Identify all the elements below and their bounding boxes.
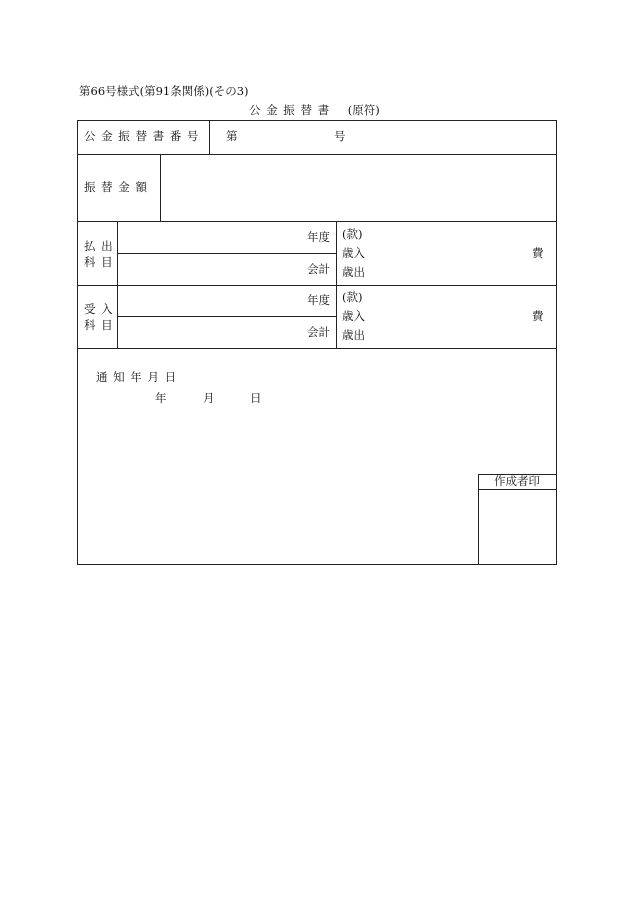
payment-fiscal-year-label: 年度 xyxy=(307,230,330,244)
receipt-account-label-line1: 受 入 xyxy=(84,302,114,316)
amount-row-divider xyxy=(160,154,161,221)
receipt-fiscal-year-label: 年度 xyxy=(307,293,330,307)
payment-account-label-line1: 払 出 xyxy=(84,239,114,253)
notice-day-label: 日 xyxy=(250,391,262,405)
notice-date-label: 通 知 年 月 日 xyxy=(96,370,178,384)
receipt-revenue-label: 歳入 xyxy=(342,309,365,323)
transfer-number-label: 公 金 振 替 書 番 号 xyxy=(84,129,200,143)
payment-revenue-label: 歳入 xyxy=(342,246,365,260)
payment-account-type-label: 会計 xyxy=(307,262,330,276)
notice-year-label: 年 xyxy=(155,391,167,405)
number-row-divider xyxy=(209,120,210,154)
creator-seal-label: 作成者印 xyxy=(494,474,540,488)
payment-account-label-line2: 科 目 xyxy=(84,255,114,269)
table-border-bottom xyxy=(77,564,556,565)
row-divider-amount xyxy=(77,221,556,222)
row-divider-payment xyxy=(77,285,556,286)
table-border-right xyxy=(556,120,557,565)
stamp-box-left xyxy=(478,474,479,564)
receipt-kan-label: (款) xyxy=(342,290,363,304)
stamp-box-header-line xyxy=(478,489,556,490)
transfer-number-suffix: 号 xyxy=(334,129,346,143)
receipt-account-label-line2: 科 目 xyxy=(84,318,114,332)
form-number-label: 第66号様式(第91条関係)(その3) xyxy=(79,84,249,98)
document-subtitle: (原符) xyxy=(347,103,380,117)
receipt-account-type-label: 会計 xyxy=(307,325,330,339)
receipt-expense-label: 歳出 xyxy=(342,328,365,342)
receipt-mid-divider xyxy=(117,316,336,317)
row-divider-number xyxy=(77,154,556,155)
table-border-left xyxy=(77,120,78,564)
notice-month-label: 月 xyxy=(203,391,215,405)
payment-expense-label: 歳出 xyxy=(342,265,365,279)
account-label-divider xyxy=(117,221,118,348)
payment-mid-divider xyxy=(117,253,336,254)
transfer-amount-label: 振 替 金 額 xyxy=(84,180,148,194)
transfer-number-prefix: 第 xyxy=(226,129,238,143)
document-title xyxy=(249,105,380,117)
payment-cost-label: 費 xyxy=(532,246,544,260)
account-detail-divider xyxy=(336,221,337,348)
payment-kan-label: (款) xyxy=(342,227,363,241)
receipt-cost-label: 費 xyxy=(532,309,544,323)
document-title-text: 公 金 振 替 書 xyxy=(249,103,331,117)
row-divider-receipt xyxy=(77,348,556,349)
table-border-top xyxy=(77,120,556,121)
